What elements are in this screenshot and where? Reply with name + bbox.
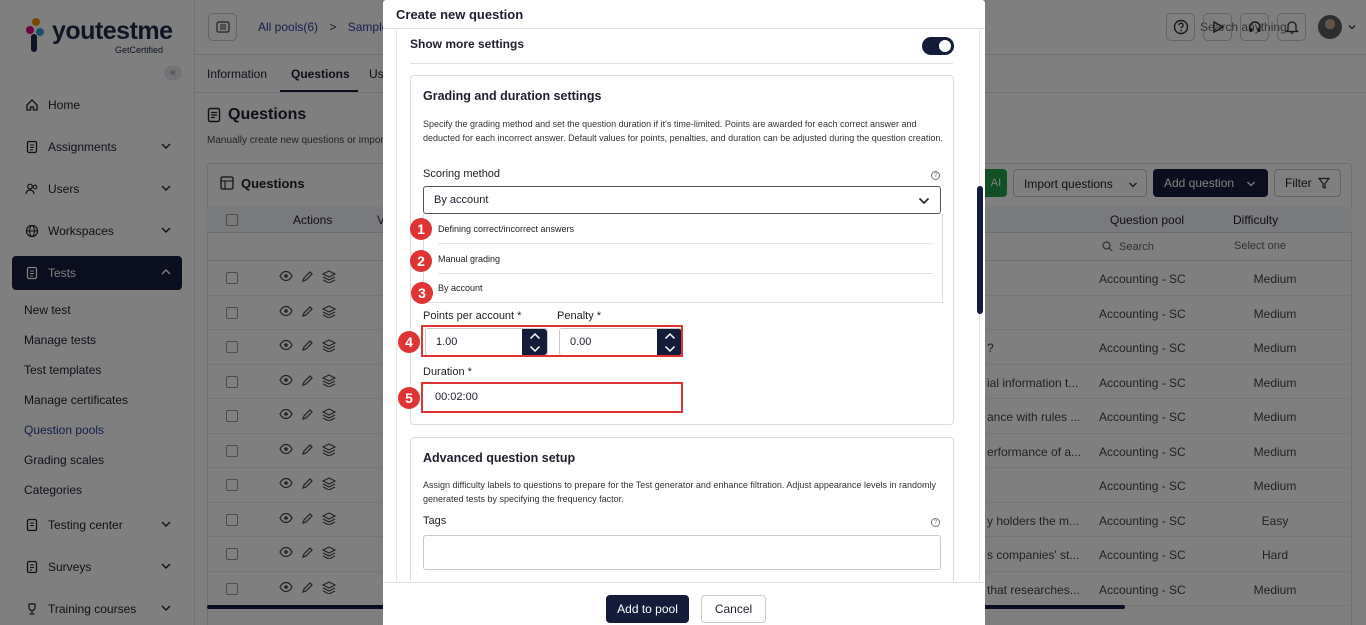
grading-section-description: Specify the grading method and set the question duration if it's time-limited. Points are awarded for each correct answer and deducted for each incorrect answer. Default values for points, penalties, and duration can be adjusted during the question creation.: [423, 119, 943, 143]
add-to-pool-button[interactable]: Add to pool: [606, 595, 689, 623]
option-defining-correct-incorrect[interactable]: Defining correct/incorrect answers: [438, 214, 933, 244]
chevron-down-icon: [918, 196, 930, 209]
modal-footer: [383, 582, 985, 625]
grading-duration-section: [410, 75, 954, 425]
cancel-button[interactable]: Cancel: [701, 595, 766, 623]
option-by-account[interactable]: By account: [438, 283, 483, 293]
modal-title: Create new question: [396, 7, 524, 22]
step-badge-2: 2: [410, 250, 432, 272]
show-more-settings-toggle[interactable]: [922, 37, 954, 55]
step-badge-4: 4: [398, 331, 420, 353]
modal-body: [396, 30, 980, 581]
scoring-method-select[interactable]: [423, 186, 941, 214]
tags-label: Tags: [423, 515, 447, 527]
highlight-box-points-penalty: [421, 325, 683, 357]
tags-input[interactable]: [423, 535, 941, 570]
step-badge-3: 3: [411, 282, 433, 304]
step-badge-1: 1: [410, 218, 432, 240]
modal-header: [383, 0, 985, 29]
scoring-method-dropdown: [423, 214, 943, 303]
highlight-box-duration: [421, 382, 683, 413]
advanced-setup-section: [410, 437, 954, 581]
divider: [410, 63, 953, 64]
help-icon[interactable]: ?: [931, 171, 940, 180]
penalty-value: 0.00: [570, 336, 592, 348]
penalty-label: Penalty *: [557, 310, 602, 322]
modal-vertical-scrollbar[interactable]: [977, 186, 983, 314]
show-more-settings-label: Show more settings: [410, 37, 525, 51]
points-per-account-label: Points per account *: [423, 310, 522, 322]
scoring-method-label: Scoring method: [423, 168, 501, 180]
duration-label: Duration *: [423, 366, 472, 378]
scoring-method-value: By account: [434, 194, 489, 206]
points-per-account-value: 1.00: [436, 336, 458, 348]
option-manual-grading[interactable]: Manual grading: [438, 244, 933, 274]
help-icon[interactable]: ?: [931, 518, 940, 527]
grading-section-title: Grading and duration settings: [423, 89, 602, 103]
advanced-section-title: Advanced question setup: [423, 451, 576, 465]
duration-value: 00:02:00: [435, 391, 478, 403]
step-badge-5: 5: [398, 387, 420, 409]
advanced-section-description: Assign difficulty labels to questions to prepare for the Test generator and enhance filtration. Adjust appearance levels in randomly generated tests by specifying the frequency factor.: [423, 480, 936, 504]
create-question-modal: [383, 0, 985, 625]
